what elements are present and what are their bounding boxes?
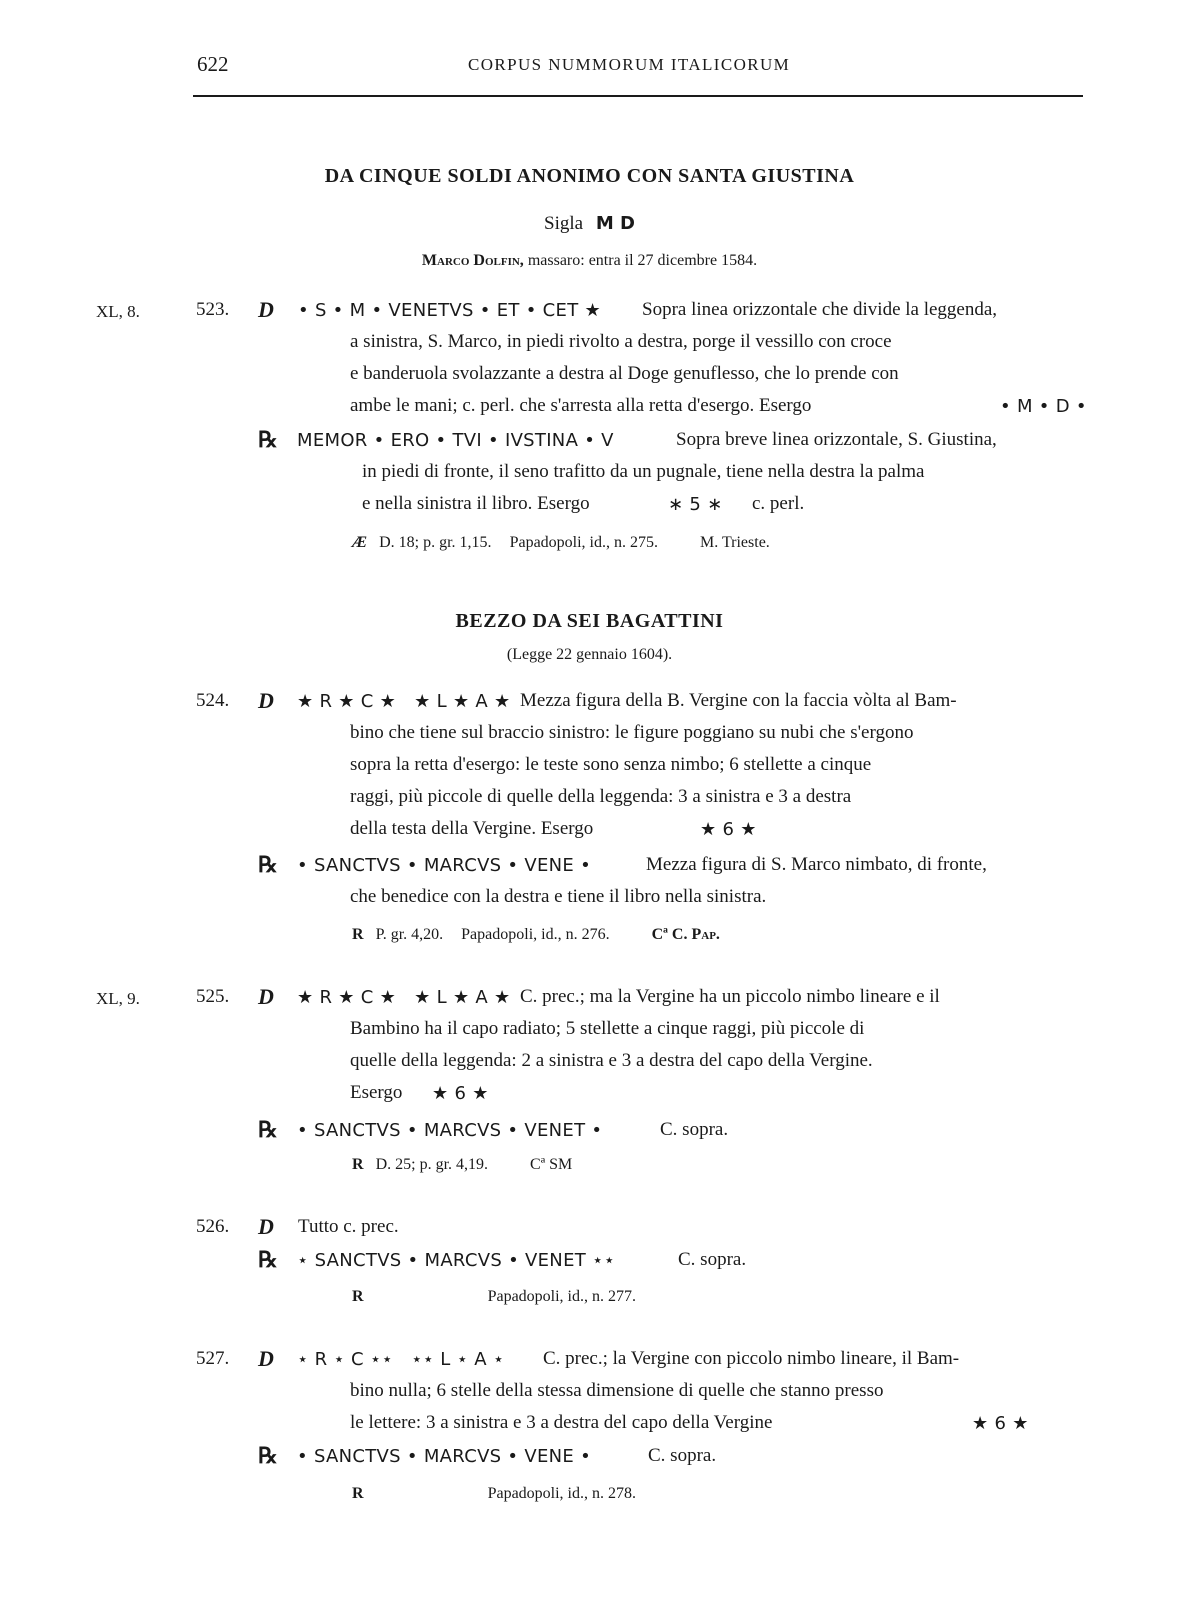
entry-number: 523. <box>196 299 230 320</box>
reverse-mark: ℞ <box>258 1247 278 1272</box>
specimen-line <box>352 1288 636 1306</box>
page-number: 622 <box>197 52 229 76</box>
running-title: CORPUS NUMMORUM ITALICORUM <box>468 55 791 74</box>
reference: Papadopoli, id., n. 278. <box>487 1485 636 1502</box>
obverse-mark: D <box>258 1214 274 1239</box>
description-line: Mezza figura della B. Vergine con la faccia vòlta al Bam- <box>520 690 957 711</box>
description-line: bino che tiene sul braccio sinistro: le figure poggiano su nubi che s'ergono <box>350 722 914 743</box>
reverse-mark: ℞ <box>258 427 278 452</box>
obverse-legend: ★ R ★ C ★ ★ L ★ A ★ <box>297 987 511 1008</box>
specimen-line <box>352 926 720 944</box>
entry-number: 527. <box>196 1348 230 1369</box>
description-line: sopra la retta d'esergo: le teste sono senza nimbo; 6 stellette a cinque <box>350 754 872 775</box>
collection: Cª SM <box>530 1156 573 1173</box>
description-line: C. sopra. <box>678 1249 747 1270</box>
description-line: C. sopra. <box>660 1119 729 1140</box>
massaro-name: Marco Dolfin, <box>421 252 524 269</box>
obverse-mark: D <box>258 1346 274 1371</box>
metal-mark: Æ <box>352 534 368 551</box>
description-line: della testa della Vergine. Esergo <box>350 818 594 839</box>
specimen-data: D. 18; p. gr. 1,15. <box>379 534 492 551</box>
description-line: quelle della leggenda: 2 a sinistra e 3 a destra del capo della Vergine. <box>350 1050 873 1071</box>
exergue-legend: ∗ 5 ∗ <box>668 494 723 515</box>
metal-mark: R <box>352 1156 364 1173</box>
description-line: Sopra linea orizzontale che divide la leggenda, <box>642 299 998 320</box>
collection: M. Trieste. <box>700 534 770 551</box>
reverse-legend: • SANCTVS • MARCVS • VENE • <box>297 1446 592 1467</box>
section-title-bezzo: BEZZO DA SEI BAGATTINI <box>455 610 724 632</box>
description-line: bino nulla; 6 stelle della stessa dimensione di quelle che stanno presso <box>350 1380 884 1401</box>
reference: Papadopoli, id., n. 275. <box>509 534 658 551</box>
description-line: a sinistra, S. Marco, in piedi rivolto a destra, porge il vessillo con croce <box>350 331 892 352</box>
description-line: Esergo <box>350 1082 403 1103</box>
specimen-line <box>352 534 770 552</box>
description-line: raggi, più piccole di quelle della leggenda: 3 a sinistra e 3 a destra <box>350 786 852 807</box>
obverse-legend: • S • M • VENETVS • ET • CET ★ <box>298 300 601 321</box>
massaro-line <box>0 252 1179 270</box>
metal-mark: R <box>352 1288 364 1305</box>
exergue-legend: ★ 6 ★ <box>700 819 757 840</box>
description-line: Mezza figura di S. Marco nimbato, di fronte, <box>646 854 987 875</box>
obverse-legend: ⋆ R ⋆ C ⋆⋆ ⋆⋆ L ⋆ A ⋆ <box>297 1349 505 1370</box>
reverse-legend: MEMOR • ERO • TVI • IVSTINA • V <box>297 430 614 451</box>
specimen-line <box>352 1156 572 1174</box>
metal-mark: R <box>352 1485 364 1502</box>
collection: Cª C. Pap. <box>651 926 720 943</box>
reverse-legend: • SANCTVS • MARCVS • VENE • <box>297 855 592 876</box>
section-subtitle: (Legge 22 gennaio 1604). <box>506 646 673 663</box>
entry-number: 526. <box>196 1216 230 1237</box>
reverse-legend: • SANCTVS • MARCVS • VENET • <box>297 1120 603 1141</box>
exergue-legend: • M • D • <box>1000 396 1087 417</box>
reverse-mark: ℞ <box>258 1443 278 1468</box>
description-line: e nella sinistra il libro. Esergo <box>362 493 590 514</box>
description-line: c. perl. <box>752 493 805 514</box>
description-line: C. prec.; ma la Vergine ha un piccolo nimbo lineare e il <box>520 986 940 1007</box>
plate-ref: XL, 8. <box>96 302 140 321</box>
obverse-mark: D <box>258 984 274 1009</box>
description-line: che benedice con la destra e tiene il libro nella sinistra. <box>350 886 767 907</box>
obverse-mark: D <box>258 688 274 713</box>
description-line: le lettere: 3 a sinistra e 3 a destra del capo della Vergine <box>350 1412 773 1433</box>
description-line: Bambino ha il capo radiato; 5 stellette a cinque raggi, più piccole di <box>350 1018 865 1039</box>
sigla-label: Sigla <box>544 213 584 234</box>
specimen-line <box>352 1485 636 1503</box>
obverse-legend: ★ R ★ C ★ ★ L ★ A ★ <box>297 691 511 712</box>
exergue-legend: ★ 6 ★ <box>432 1083 489 1104</box>
reference: Papadopoli, id., n. 276. <box>461 926 610 943</box>
description-line: C. sopra. <box>648 1445 717 1466</box>
header-rule <box>193 95 1083 97</box>
entry-number: 524. <box>196 690 230 711</box>
description-line: Sopra breve linea orizzontale, S. Giustina, <box>676 429 997 450</box>
entry-number: 525. <box>196 986 230 1007</box>
description-line: in piedi di fronte, il seno trafitto da un pugnale, tiene nella destra la palma <box>362 461 925 482</box>
specimen-data: D. 25; p. gr. 4,19. <box>375 1156 489 1173</box>
obverse-mark: D <box>258 297 274 322</box>
reverse-mark: ℞ <box>258 852 278 877</box>
sigla-value: M D <box>595 213 635 234</box>
reverse-mark: ℞ <box>258 1117 278 1142</box>
section-title-cinque-soldi: DA CINQUE SOLDI ANONIMO CON SANTA GIUSTINA <box>324 165 855 187</box>
exergue-legend: ★ 6 ★ <box>972 1413 1029 1434</box>
specimen-data: P. gr. 4,20. <box>375 926 444 943</box>
plate-ref: XL, 9. <box>96 989 140 1008</box>
reference: Papadopoli, id., n. 277. <box>487 1288 636 1305</box>
description-line: Tutto c. prec. <box>298 1216 399 1237</box>
massaro-text: massaro: entra il 27 dicembre 1584. <box>527 252 758 269</box>
description-line: C. prec.; la Vergine con piccolo nimbo lineare, il Bam- <box>543 1348 960 1369</box>
metal-mark: R <box>352 926 364 943</box>
description-line: e banderuola svolazzante a destra al Doge genuflesso, che lo prende con <box>350 363 899 384</box>
description-line: ambe le mani; c. perl. che s'arresta alla retta d'esergo. Esergo <box>350 395 812 416</box>
reverse-legend: ⋆ SANCTVS • MARCVS • VENET ⋆⋆ <box>297 1250 616 1271</box>
sigla-line <box>0 213 1179 235</box>
